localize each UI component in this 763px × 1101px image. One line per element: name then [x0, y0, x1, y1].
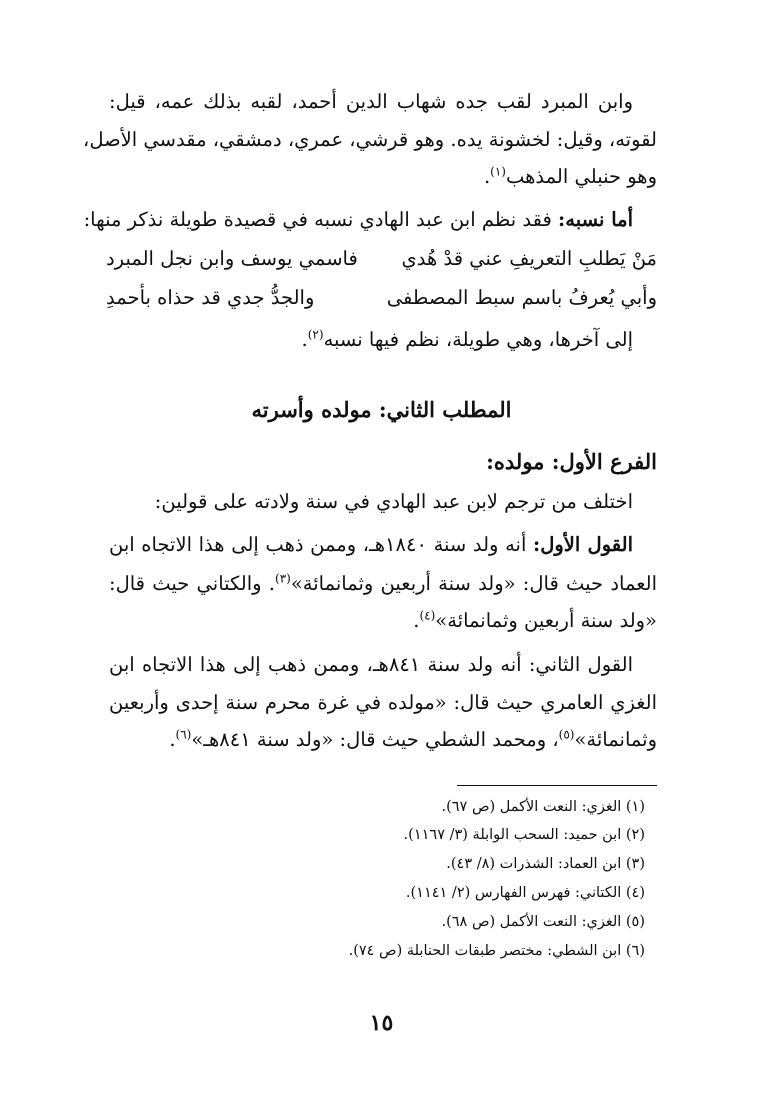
footnote-ref: (٦): [175, 727, 192, 742]
lineage-intro: أما نسبه: فقد نظم ابن عبد الهادي نسبه في قصيدة طويلة نذكر منها:: [83, 208, 633, 231]
footnote-ref: (٢): [307, 327, 324, 342]
verse-hemistich: والجدُّ جدي قد حذاه بأحمدِ: [106, 286, 315, 309]
footnote-ref: (٤): [419, 608, 436, 623]
page-number: ١٥: [369, 1010, 394, 1036]
branch-heading: الفرع الأول: مولده:: [486, 449, 657, 474]
paragraph-line: القول الأول: أنه ولد سنة ١٨٤٠هـ، وممن ذهب إلى هذا الاتجاه ابن: [109, 533, 634, 556]
footnote: (٣) ابن العماد: الشذرات (٨/ ٤٣).: [446, 856, 645, 872]
paragraph-line: وهو حنبلي المذهب$^{(١)}$.: [483, 164, 657, 188]
verse-hemistich: فاسمي يوسف وابن نجل المبرد: [106, 247, 358, 270]
footnote-ref: (٥): [558, 727, 575, 742]
paragraph-line: وثمانمائة»$^{(٥)}$، ومحمد الشطي حيث قال: «ولد سنة ٨٤١هـ»$^{(٦)}$.: [169, 727, 657, 751]
opinion-lead: القول الأول:: [533, 533, 634, 556]
footnote: (١) الغزي: النعت الأكمل (ص ٦٧).: [441, 799, 645, 815]
verse-hemistich: وأبي يُعرفُ باسم سبط المصطفى: [386, 286, 657, 309]
footnote: (٤) الكتاني: فهرس الفهارس (٢/ ١١٤١).: [405, 885, 645, 901]
footnote-separator: [457, 785, 657, 786]
footnote-ref: (٣): [275, 571, 291, 586]
verse-hemistich: مَنْ يَطلبِ التعريفِ عني قدْ هُدي: [401, 247, 657, 270]
footnote: (٥) الغزي: النعت الأكمل (ص ٦٨).: [441, 914, 645, 930]
section-heading: المطلب الثاني: مولده وأسرته: [251, 397, 512, 422]
footnote: (٢) ابن حميد: السحب الوابلة (٣/ ١١٦٧).: [403, 827, 645, 843]
paragraph-line: «ولد سنة أربعين وثمانمائة»$^{(٤)}$.: [413, 608, 657, 632]
paragraph-line: العماد حيث قال: «ولد سنة أربعين وثمانمائة»$^{(٣)}$. والكتاني حيث قال:: [109, 571, 657, 595]
paragraph-line: إلى آخرها، وهي طويلة، نظم فيها نسبه$^{(٢)}$.: [301, 327, 633, 351]
footnote-ref: (١): [490, 164, 506, 179]
paragraph-line: الغزي العامري حيث قال: «مولده في غرة محرم سنة إحدى وأربعين: [109, 691, 657, 714]
footnote: (٦) ابن الشطي: مختصر طبقات الحنابلة (ص ٧٤).: [348, 943, 645, 959]
paragraph-line: القول الثاني: أنه ولد سنة ٨٤١هـ، وممن ذهب إلى هذا الاتجاه ابن: [109, 653, 633, 676]
paragraph-line: لقوته، وقيل: لخشونة يده. وهو قرشي، عمري، دمشقي، مقدسي الأصل،: [83, 128, 657, 151]
lineage-lead: أما نسبه:: [558, 208, 633, 231]
paragraph-line: اختلف من ترجم لابن عبد الهادي في سنة ولادته على قولين:: [154, 490, 633, 513]
paragraph-line: وابن المبرد لقب جده شهاب الدين أحمد، لقبه بذلك عمه، قيل:: [109, 90, 633, 113]
